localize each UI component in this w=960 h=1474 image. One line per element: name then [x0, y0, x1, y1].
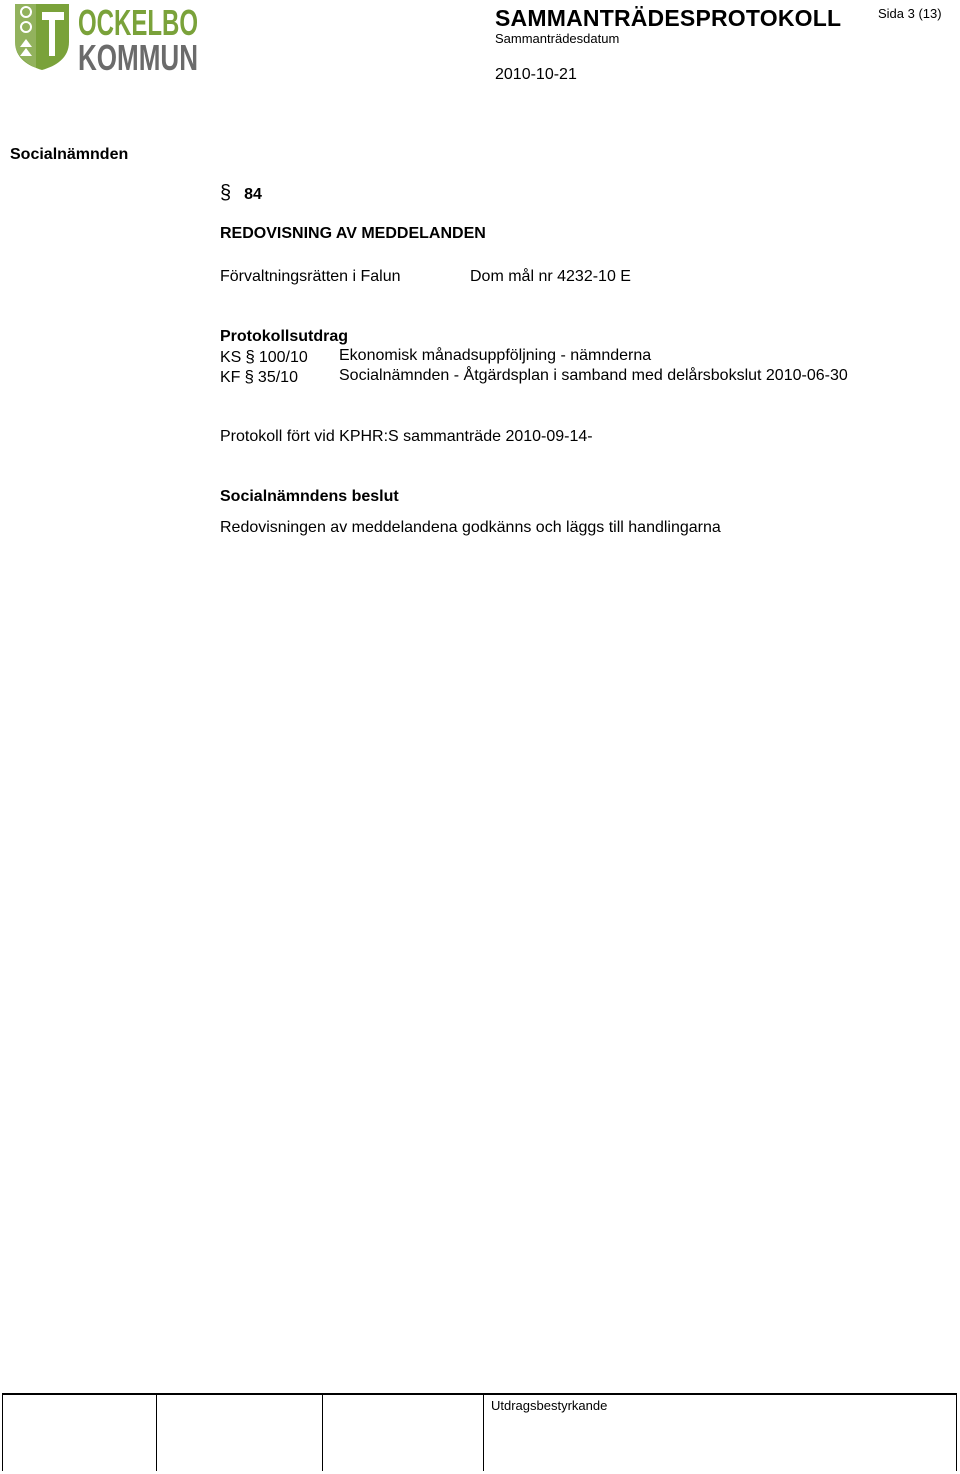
section-sign: § — [220, 182, 232, 204]
svg-text:OCKELBO: OCKELBO — [78, 2, 198, 43]
coat-of-arms-icon — [12, 2, 200, 78]
meeting-date-label: Sammanträdesdatum — [495, 31, 620, 46]
section-sign: § — [244, 367, 254, 386]
reference-body: KS — [220, 349, 242, 366]
svg-text:KOMMUN: KOMMUN — [78, 37, 198, 78]
reference-description: Ekonomisk månadsuppföljning - nämnderna — [339, 347, 652, 364]
reference-code — [220, 367, 298, 387]
section-sign: § — [245, 347, 255, 366]
page-number: Sida 3 (13) — [878, 6, 942, 21]
reference-number: 100/10 — [258, 349, 308, 366]
certification-box — [484, 1395, 956, 1471]
protocol-note: Protokoll fört vid KPHR:S sammanträde 2010-09-14- — [220, 428, 593, 445]
case-number: Dom mål nr 4232-10 E — [470, 268, 631, 285]
reference-number: 35/10 — [257, 369, 298, 386]
reference-description: Socialnämnden - Åtgärdsplan i samband med delårsbokslut 2010-06-30 — [339, 367, 848, 384]
decision-heading: Socialnämndens beslut — [220, 488, 399, 505]
document-title: SAMMANTRÄDESPROTOKOLL — [495, 5, 842, 31]
protocol-extract-heading: Protokollsutdrag — [220, 328, 349, 345]
court-name: Förvaltningsrätten i Falun — [220, 268, 401, 285]
decision-text: Redovisningen av meddelandena godkänns och läggs till handlingarna — [220, 519, 721, 536]
reference-body: KF — [220, 369, 241, 386]
section-heading: REDOVISNING AV MEDDELANDEN — [220, 225, 486, 242]
section-number — [220, 182, 262, 205]
committee-name: Socialnämnden — [10, 146, 129, 163]
signature-table — [2, 1393, 957, 1471]
section-number-value: 84 — [244, 186, 262, 203]
signature-box — [3, 1395, 157, 1471]
certification-label: Utdragsbestyrkande — [491, 1398, 608, 1413]
signature-box — [323, 1395, 484, 1471]
reference-code — [220, 347, 308, 367]
municipality-logo — [12, 2, 200, 78]
meeting-date: 2010-10-21 — [495, 66, 577, 83]
signature-box — [157, 1395, 323, 1471]
